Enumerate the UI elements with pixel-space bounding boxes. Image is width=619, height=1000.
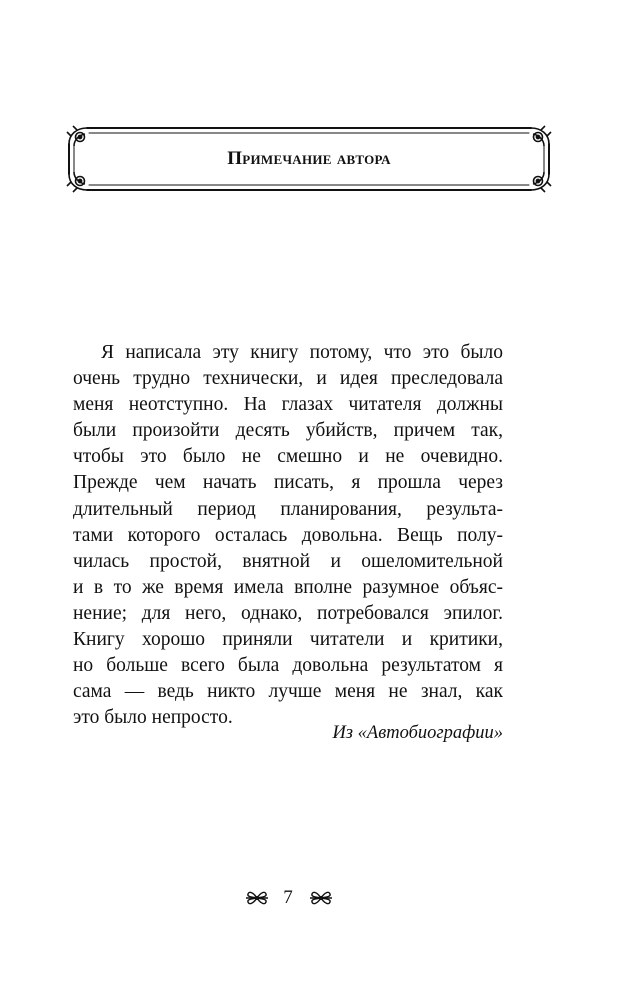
text-line: длительный период планирования, результа- — [73, 498, 503, 520]
text-line: это было непросто. — [73, 707, 233, 729]
quote-source: Из «Автобиографии» — [332, 723, 503, 743]
text-line: чилась простой, внятной и ошеломительной — [73, 550, 503, 572]
page-number: 7 — [283, 887, 293, 908]
text-line: меня неотступно. На глазах читателя должны — [73, 394, 503, 416]
text-line: Прежде чем начать писать, я прошла через — [73, 472, 503, 494]
text-line: но больше всего была довольна результатом я — [73, 655, 503, 677]
text-line: Я написала эту книгу потому, что это было — [101, 342, 503, 363]
chapter-title: Примечание автора — [227, 148, 391, 169]
author-note-paragraph — [73, 340, 503, 731]
floral-ornament-icon — [244, 887, 270, 909]
floral-ornament-icon — [308, 887, 334, 909]
text-line: сама — ведь никто лучше меня не знал, как — [73, 681, 503, 703]
text-line: Книгу хорошо приняли читатели и критики, — [73, 629, 503, 651]
page-footer — [0, 884, 619, 914]
text-line: очень трудно технически, и идея преследовала — [73, 368, 503, 390]
text-line: были произойти десять убийств, причем так, — [73, 420, 503, 442]
chapter-header-frame — [65, 124, 553, 194]
text-line: нение; для него, однако, потребовался эпилог. — [73, 602, 503, 624]
text-line: и в то же время имела вполне разумное объяс- — [73, 576, 503, 598]
text-line: чтобы это было не смешно и не очевидно. — [73, 446, 503, 468]
text-line: тами которого осталась довольна. Вещь полу- — [73, 524, 503, 546]
